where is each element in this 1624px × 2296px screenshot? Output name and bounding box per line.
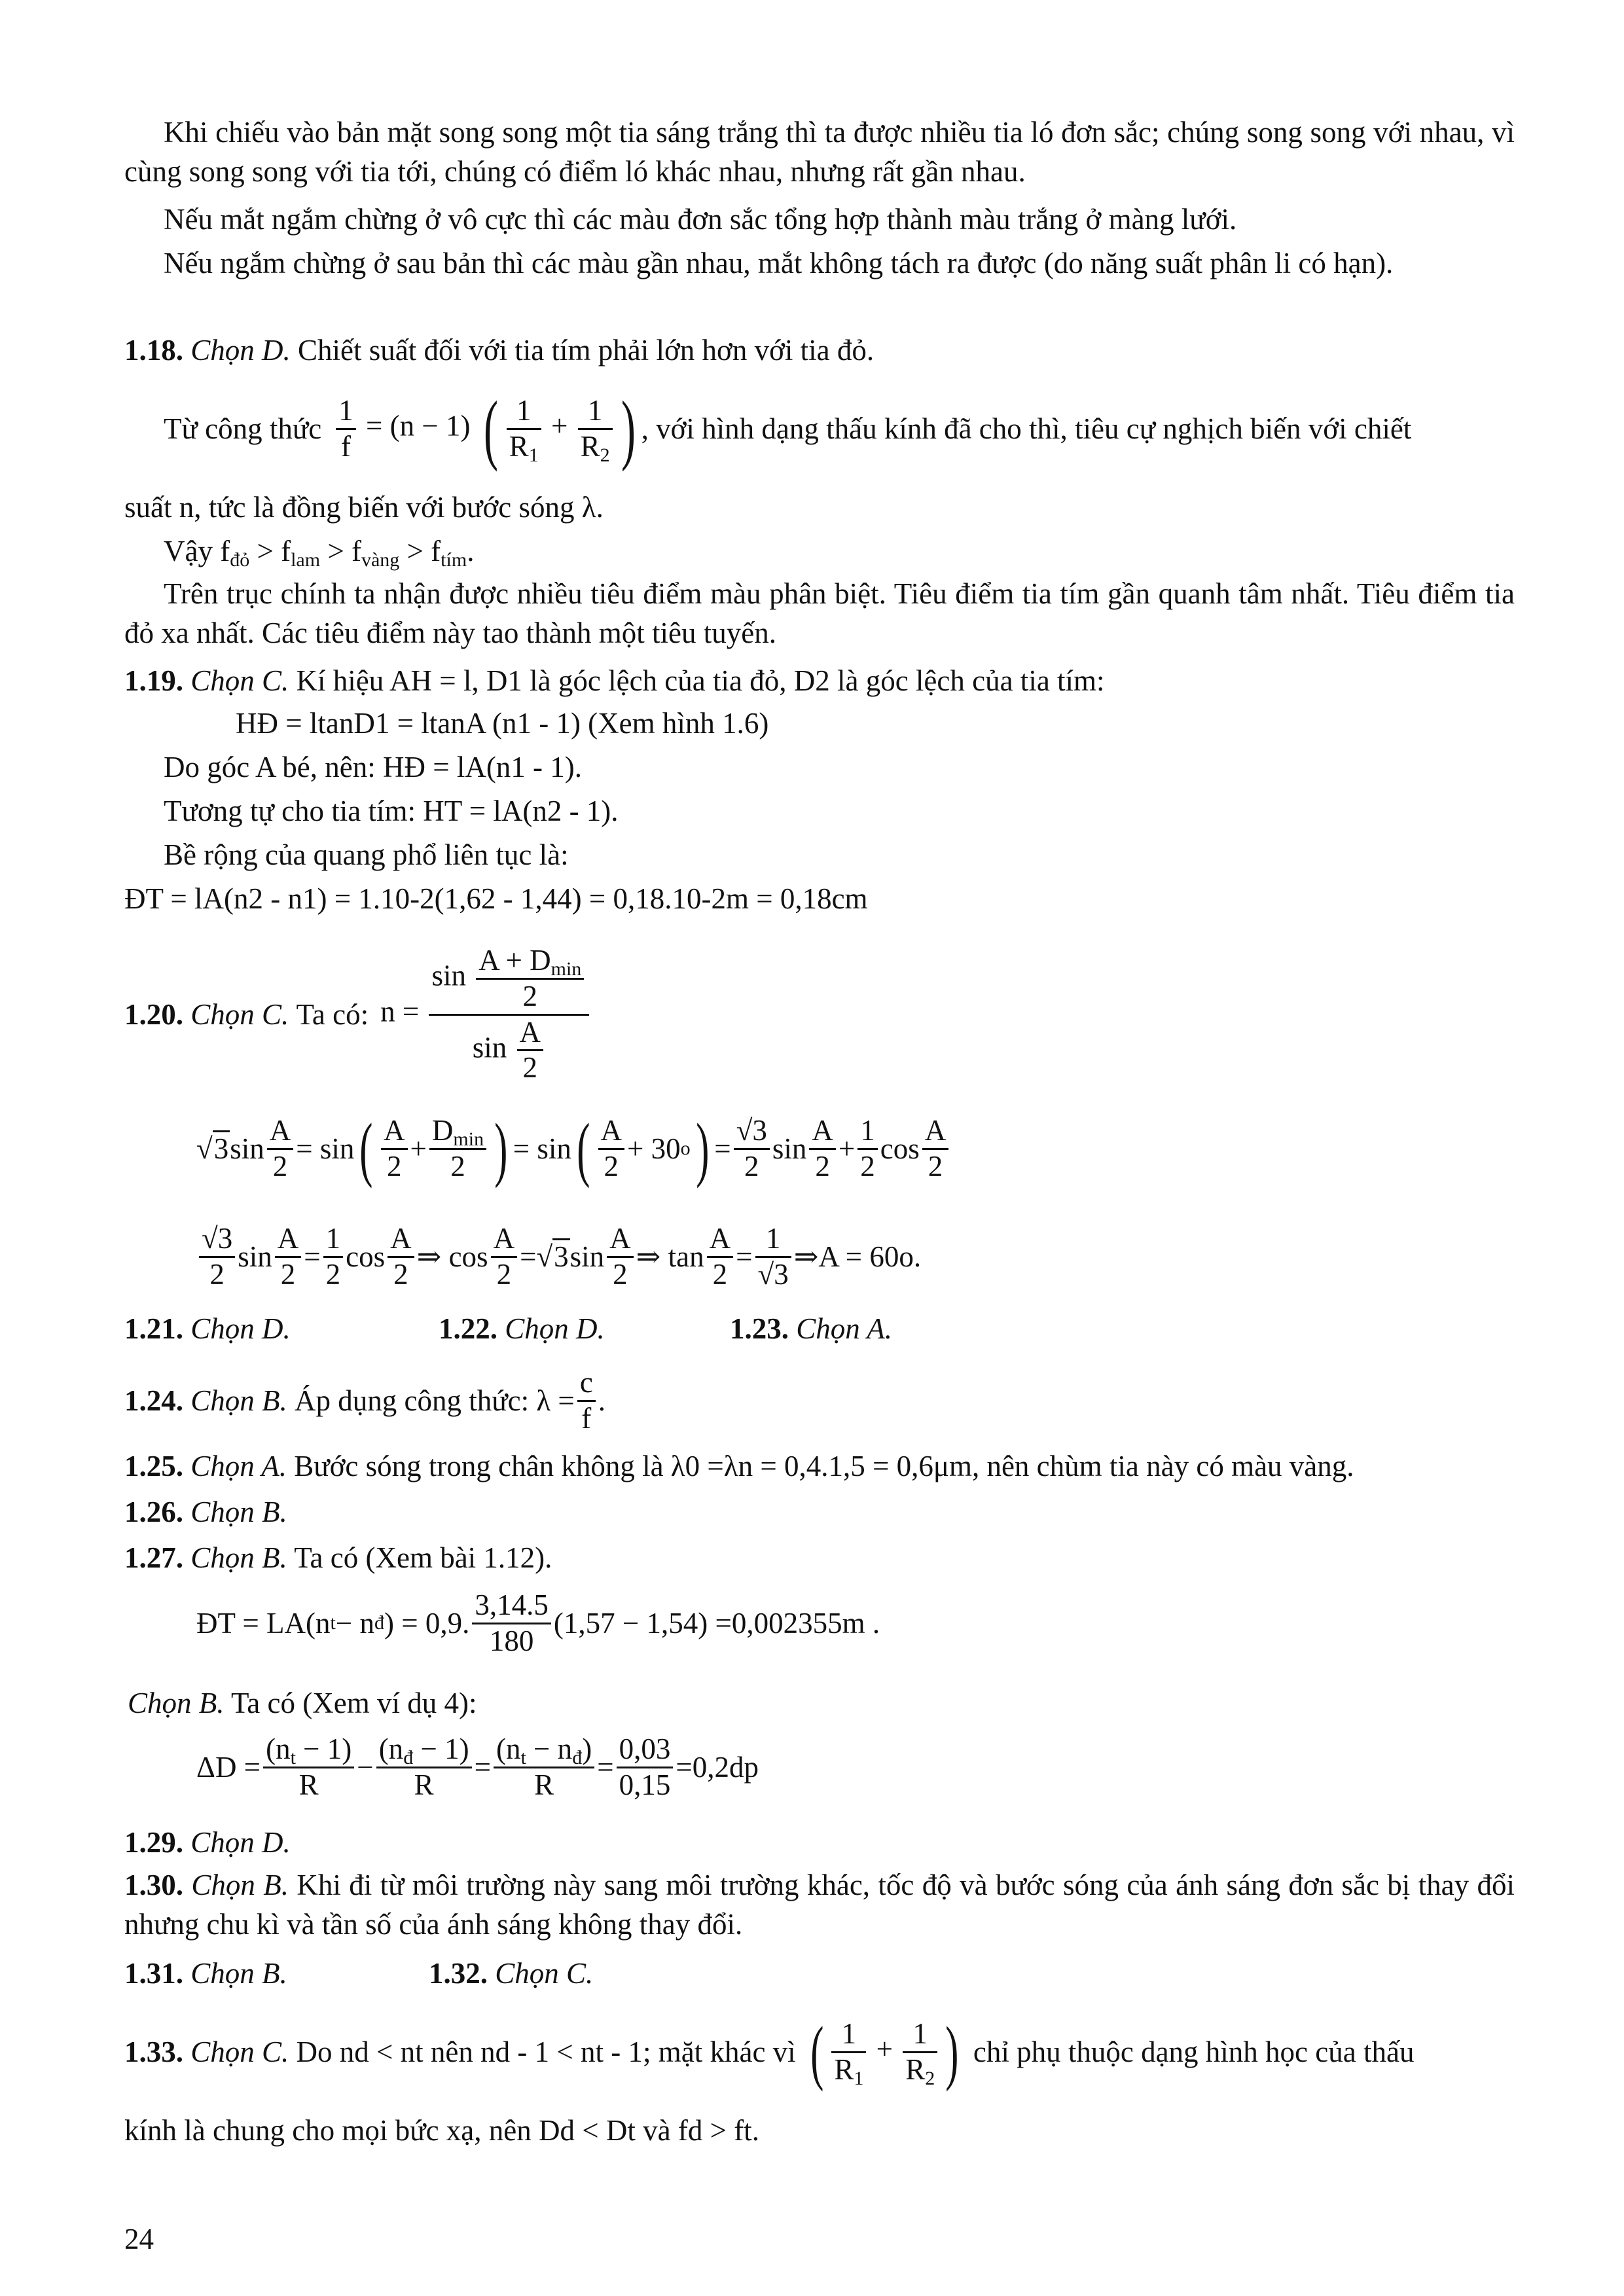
lens-formula: $\frac{1}{f}$ = (n − 1) ( $\frac{1}{R_1}$ + $\frac{1}{R_2}$ ) [333,389,641,468]
question-1-23: 1.23. Chọn A. [730,1312,892,1345]
question-1-26: 1.26. Chọn B. [124,1496,287,1528]
question-1-31: 1.31. Chọn B. [124,1957,287,1990]
q119-line-5: ĐT = lA(n2 - n1) = 1.10-2(1,62 - 1,44) = 0,18.10-2m = 0,18cm [124,882,868,915]
question-1-29: 1.29. Chọn D. [124,1826,291,1859]
question-1-25: 1.25. Chọn A. Bước sóng trong chân không là λ0 =λn = 0,4.1,5 = 0,6μm, nên chùm tia này có màu vàng. [124,1450,1354,1482]
q119-line-2: Do góc A bé, nên: HĐ = lA(n1 - 1). [164,751,583,783]
question-1-28: Chọn B. Ta có (Xem ví dụ 4): [128,1687,477,1719]
focal-order: Vậy $f_{đỏ} > f_{lam} > f_{vàng} > f_{tím}$. [164,535,475,571]
q119-line-1: HĐ = ltanD1 = ltanA (n1 - 1) (Xem hình 1.6) [236,707,769,740]
intro-paragraph-2: Nếu mắt ngắm chừng ở vô cực thì các màu đơn sắc tổng hợp thành màu trắng ở màng lưới. [164,203,1237,236]
page-number: 24 [124,2223,154,2255]
question-1-33: 1.33. Chọn C. Do nd < nt nên nd - 1 < nt - 1; mặt khác vì ( $\frac{1}{R_1}$ + $\frac{1}{R_2}$ ) chỉ phụ thuộc dạng hình học của thấu [124,2012,1415,2092]
intro-paragraph-1: Khi chiếu vào bản mặt song song một tia sáng trắng thì ta được nhiều tia ló đơn sắc; chúng song song với nhau, vì cùng song song với tia tới, chúng có điểm ló khác nhau, nhưng rất gần nhau. [124,116,1515,188]
refractive-index-formula: n = sin $\frac{A + D_{min}}{2}$ sin $\frac{A}{2}$ [380,944,592,1085]
question-1-30: 1.30. Chọn B. Khi đi từ môi trường này sang môi trường khác, tốc độ và bước sóng của ánh sáng đơn sắc bị thay đổi nhưng chu kì và tần số của ánh sáng không thay đổi. [124,1869,1515,1941]
question-1-18-continued: suất n, tức là đồng biến với bước sóng λ. [124,491,604,524]
q119-line-4: Bề rộng của quang phổ liên tục là: [164,838,569,871]
q128-equation: ΔD = $\frac{(n_t - 1)}{R}$ − $\frac{(n_đ - 1)}{R}$ = $\frac{(n_t - n_đ)}{R}$ = $\frac{0,03}{0,15}$ = 0,2dp [196,1732,759,1801]
q120-equation-1: √3 sin $\frac{A}{2}$ = sin ( $\frac{A}{2}$ + $\frac{D_{min}}{2}$ ) = sin ( $\frac{A}{2}$ + 30 o ) = $\frac{√3}{2}$ sin $\frac{A}{2}$ + $\frac{1}{2}$ cos $\frac{A}{2}$ [196,1106,951,1191]
question-1-21: 1.21. Chọn D. [124,1312,291,1345]
question-1-18: 1.18. Chọn D. Chiết suất đối với tia tím phải lớn hơn với tia đỏ. [124,334,875,367]
question-1-19: 1.19. Chọn C. Kí hiệu AH = l, D1 là góc lệch của tia đỏ, D2 là góc lệch của tia tím: [124,664,1105,697]
question-1-33-continued: kính là chung cho mọi bức xạ, nên Dd < Dt và fd > ft. [124,2114,759,2147]
q127-equation: ĐT = LA(n t − n đ ) = 0,9. $\frac{3,14.5}{180}$ (1,57 − 1,54) = 0,002355m . [196,1588,880,1657]
q120-equation-2: $\frac{√3}{2}$ sin $\frac{A}{2}$ = $\frac{1}{2}$ cos $\frac{A}{2}$ ⇒ cos $\frac{A}{2}$ = √3 sin $\frac{A}{2}$ ⇒ tan $\frac{A}{2}$ = $\frac{1}{√3}$ ⇒ A = 60o . [196,1214,921,1299]
lens-formula-line: Từ công thức $\frac{1}{f}$ = (n − 1) ( $\frac{1}{R_1}$ + $\frac{1}{R_2}$ ) , với hình dạng thấu kính đã cho thì, tiêu cự nghịch biến với chiết [164,385,1412,472]
question-1-27: 1.27. Chọn B. Ta có (Xem bài 1.12). [124,1541,552,1574]
question-1-32: 1.32. Chọn C. [429,1957,594,1990]
focal-line-paragraph: Trên trục chính ta nhận được nhiều tiêu điểm màu phân biệt. Tiêu điểm tia tím gần quanh tâm nhất. Tiêu điểm tia đỏ xa nhất. Các tiêu điểm này tao thành một tiêu tuyến. [124,577,1515,649]
question-1-20: 1.20. Chọn C. Ta có: n = sin $\frac{A + D_{min}}{2}$ sin $\frac{A}{2}$ [124,936,592,1093]
intro-paragraph-3: Nếu ngắm chừng ở sau bản thì các màu gần nhau, mắt không tách ra được (do năng suất phân li có hạn). [164,247,1394,279]
q119-line-3: Tương tự cho tia tím: HT = lA(n2 - 1). [164,795,619,827]
curvature-sum: ( $\frac{1}{R_1}$ + $\frac{1}{R_2}$ ) [810,2012,959,2092]
question-1-24: 1.24. Chọn B. Áp dụng công thức: λ = $\frac{c}{f}$ . [124,1365,606,1435]
question-1-22: 1.22. Chọn D. [439,1312,605,1345]
